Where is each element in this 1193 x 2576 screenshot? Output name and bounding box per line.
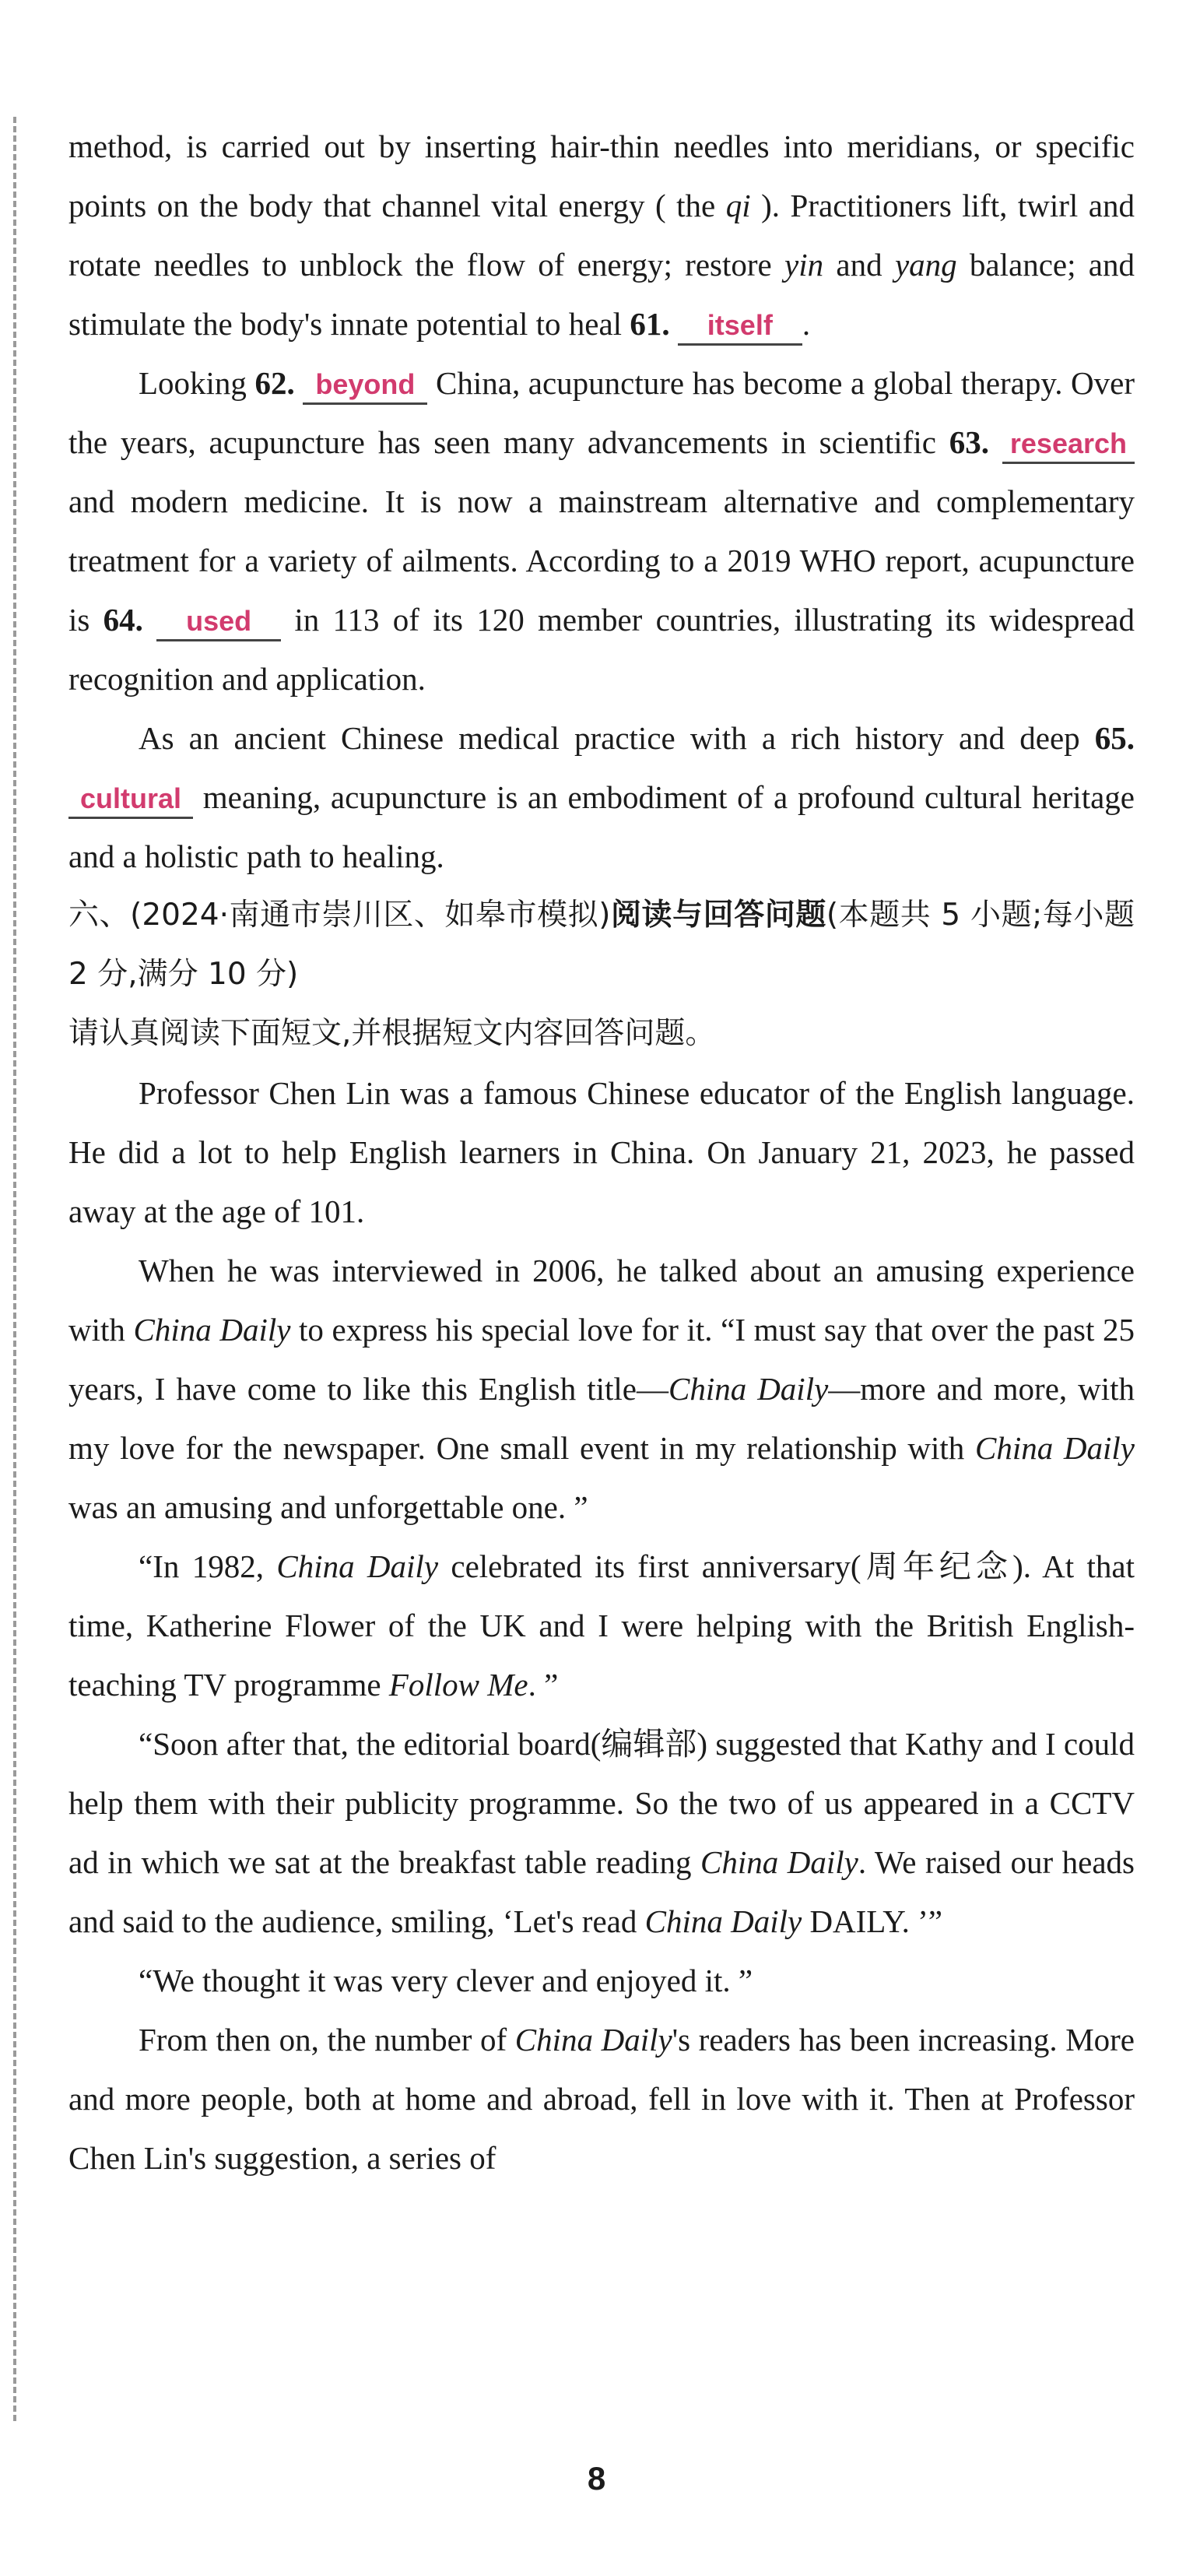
title-china-daily: China Daily — [975, 1430, 1135, 1466]
passage-paragraph-6: From then on, the number of China Daily's readers has been increasing. More and more people, both at home and abroad, fell in love with it. Then at Professor Chen Lin's suggestion, a series of — [68, 2022, 1135, 2176]
answer-65: cultural — [79, 782, 182, 814]
page-body — [68, 117, 1135, 2188]
title-china-daily: China Daily — [700, 1844, 858, 1880]
passage-paragraph-3: “In 1982, China Daily celebrated its first anniversary(周年纪念). At that time, Katherine Flower of the UK and I were helping with the British English-teaching TV programme Follow Me. ” — [68, 1548, 1135, 1703]
answer-64: used — [186, 605, 252, 637]
title-china-daily: China Daily — [668, 1371, 829, 1407]
answer-63: research — [1009, 427, 1128, 459]
section-instruction: 请认真阅读下面短文,并根据短文内容回答问题。 — [68, 1016, 716, 1051]
answer-61: itself — [707, 309, 773, 341]
passage-paragraph-5: “We thought it was very clever and enjoyed it. ” — [139, 1963, 753, 1998]
question-number-63: 63. — [949, 424, 990, 460]
answer-blank-61 — [678, 306, 802, 346]
title-follow-me: Follow Me — [388, 1667, 528, 1703]
title-china-daily: China Daily — [514, 2022, 672, 2058]
term-yin: yin — [784, 247, 824, 283]
passage-paragraph-2: When he was interviewed in 2006, he talked about an amusing experience with China Daily to express his special love for it. “I must say that over the past 25 years, I have come to like this English title—China Daily—more and more, with my love for the newspaper. One small event in my relationship with China Daily was an amusing and unforgettable one. ” — [68, 1253, 1135, 1525]
answer-62: beyond — [315, 368, 416, 400]
title-china-daily: China Daily — [644, 1903, 802, 1939]
answer-blank-65 — [68, 779, 193, 819]
question-number-65: 65. — [1094, 720, 1135, 756]
left-dashed-margin-line — [13, 117, 16, 2421]
paragraph-global-therapy: Looking 62. beyond China, acupuncture has become a global therapy. Over the years, acupuncture has seen many advancements in scientific 63. research and modern medicine. It is now a mainstream alternative and complementary treatment for a variety of ailments. According to a 2019 WHO report, acupuncture is 64. used in 113 of its 120 member countries, illustrating its widespread recognition and application. — [68, 365, 1135, 697]
question-number-61: 61. — [630, 306, 670, 342]
passage-paragraph-1: Professor Chen Lin was a famous Chinese educator of the English language. He did a lot to help English learners in China. On January 21, 2023, he passed away at the age of 101. — [68, 1075, 1135, 1229]
question-number-62: 62. — [254, 365, 295, 401]
paragraph-cultural-heritage: As an ancient Chinese medical practice with a rich history and deep 65. cultural meaning, acupuncture is an embodiment of a profound cultural heritage and a holistic path to healing. — [68, 720, 1135, 874]
section-heading: 六、(2024·南通市崇川区、如皋市模拟)阅读与回答问题(本题共 5 小题;每小题 2 分,满分 10 分) — [68, 898, 1135, 992]
passage-paragraph-4: “Soon after that, the editorial board(编辑部) suggested that Kathy and I could help them with their publicity programme. So the two of us appeared in a CCTV ad in which we sat at the breakfast table reading China Daily. We raised our heads and said to the audience, smiling, ‘Let's read China Daily DAILY. ’” — [68, 1726, 1135, 1939]
term-qi: qi — [725, 188, 751, 223]
term-yang: yang — [894, 247, 957, 283]
paragraph-acupuncture-method: method, is carried out by inserting hair-thin needles into meridians, or specific points on the body that channel vital energy ( the qi ). Practitioners lift, twirl and rotate needles to unblock the flow of energy; restore yin and yang balance; and stimulate the body's innate potential to heal 61. itself . — [68, 117, 1135, 353]
title-china-daily: China Daily — [133, 1312, 291, 1348]
title-china-daily: China Daily — [276, 1548, 439, 1584]
answer-blank-62 — [303, 365, 427, 405]
question-number-64: 64. — [103, 602, 143, 638]
page-number: 8 — [587, 2460, 606, 2497]
answer-blank-64 — [156, 602, 281, 641]
answer-blank-63 — [1002, 424, 1135, 464]
